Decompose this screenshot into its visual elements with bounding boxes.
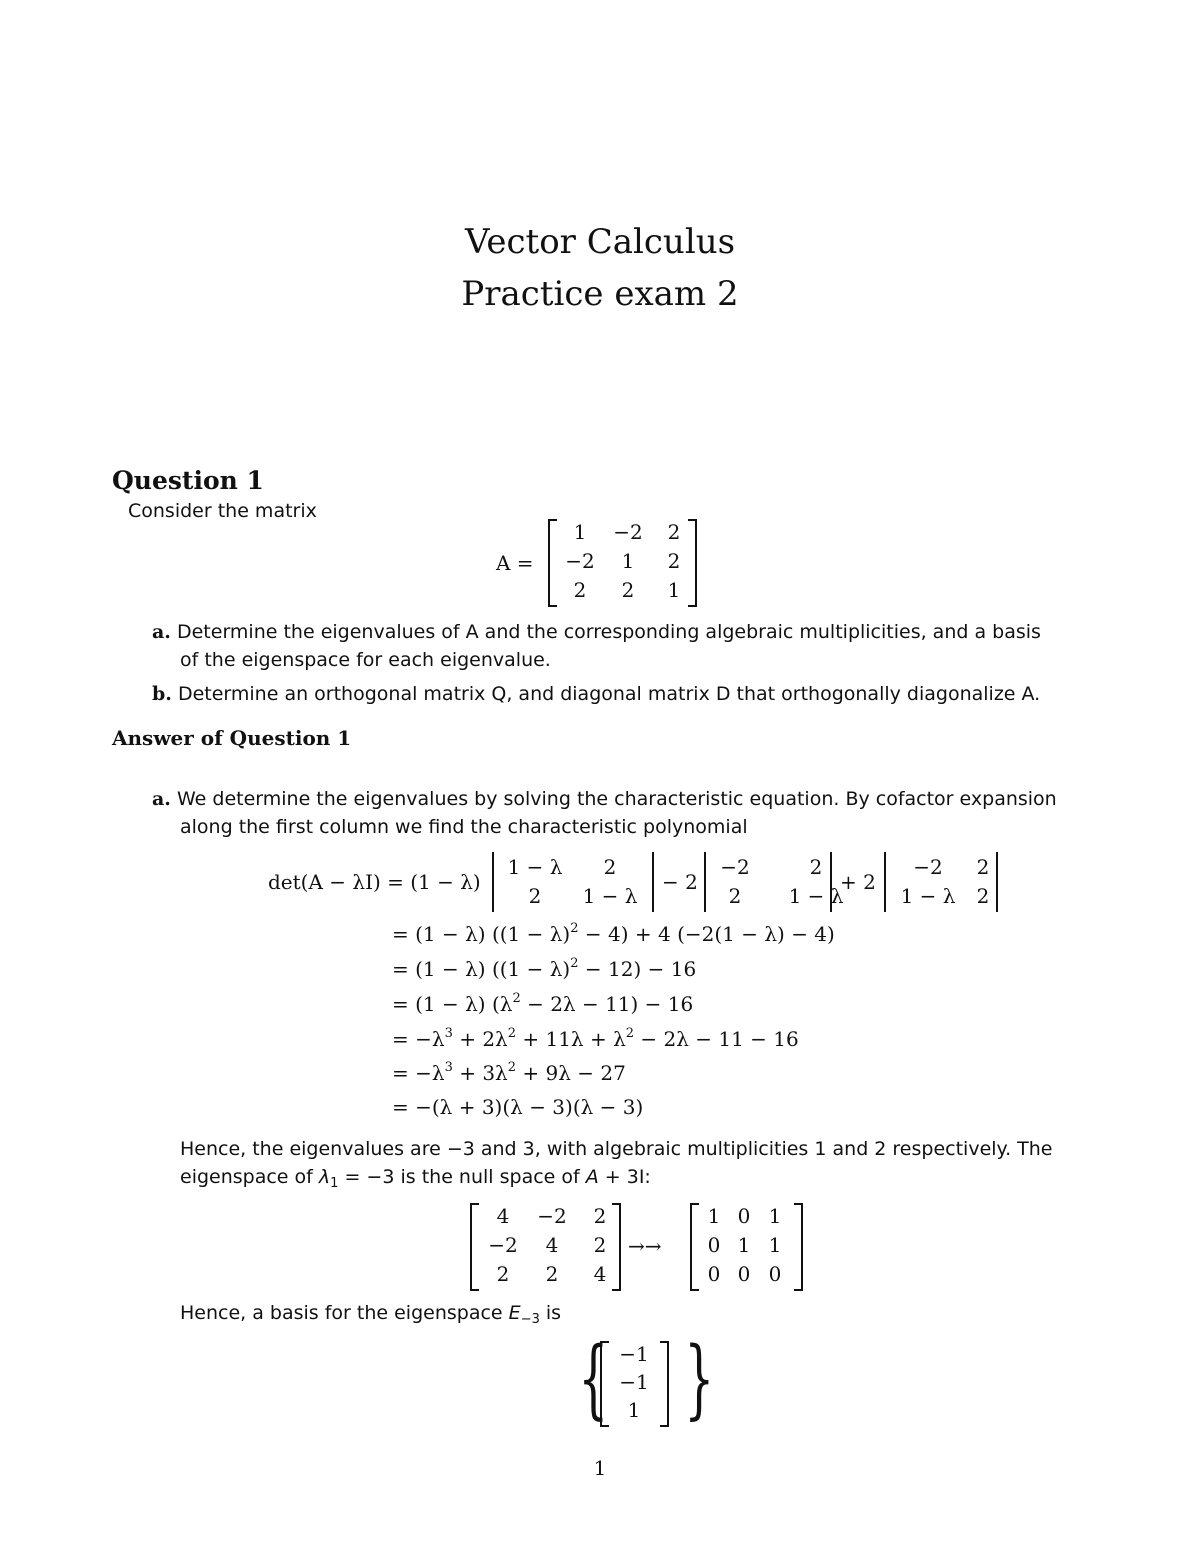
matrix-cell: 1 <box>621 549 635 573</box>
matrix-cell: 1 <box>627 1398 641 1422</box>
matrix-cell: 2 <box>976 855 990 879</box>
basis-vector-right-bracket <box>660 1341 669 1427</box>
row-left-matrix-left-bracket <box>470 1203 479 1291</box>
matrix-label: A = <box>496 551 534 575</box>
matrix-cell: 2 <box>593 1233 607 1257</box>
eq-line-6: = −(λ + 3)(λ − 3)(λ − 3) <box>392 1095 644 1119</box>
matrix-cell: 1 <box>768 1204 782 1228</box>
document-subtitle: Practice exam 2 <box>461 274 739 314</box>
question-heading: Question 1 <box>112 466 264 495</box>
part-a-label: a. <box>152 621 171 643</box>
eq-line-3: = (1 − λ) $(\lambda^2 - 2\lambda - 11) - 16$ <box>392 991 694 1016</box>
det1-left-bar <box>492 852 494 912</box>
document-title: Vector Calculus <box>464 222 736 262</box>
det3-right-bar <box>996 852 998 912</box>
matrix-cell: −2 <box>720 855 750 879</box>
part-a-text-cont: of the eigenspace for each eigenvalue. <box>180 649 551 671</box>
det-op-1: − 2 <box>662 870 698 894</box>
matrix-cell: −2 <box>565 549 595 573</box>
set-close-brace: } <box>684 1329 715 1429</box>
part-b-text: Determine an orthogonal matrix Q, and diagonal matrix D that orthogonally diagonalize A. <box>177 683 1041 705</box>
hence-eigenspace: eigenspace of $\lambda_1 = -3$ is the null space of A + 3I: <box>180 1166 651 1191</box>
matrix-cell: 2 <box>976 884 990 908</box>
det-lhs: det(A − λI) = (1 − λ) <box>268 870 481 894</box>
matrix-cell: 4 <box>545 1233 559 1257</box>
matrix-cell: 1 − λ <box>582 884 638 908</box>
matrix-cell: −2 <box>613 520 643 544</box>
matrix-cell: 2 <box>603 855 617 879</box>
matrix-cell: −2 <box>488 1233 518 1257</box>
page-number: 1 <box>593 1456 607 1480</box>
matrix-cell: 0 <box>737 1262 751 1286</box>
answer-intro: We determine the eigenvalues by solving the characteristic equation. By cofactor expansion <box>176 788 1057 810</box>
matrix-cell: 1 − λ <box>900 884 956 908</box>
matrix-cell: −2 <box>913 855 943 879</box>
matrix-cell: 4 <box>593 1262 607 1286</box>
matrix-cell: 2 <box>593 1204 607 1228</box>
matrix-cell: 4 <box>496 1204 510 1228</box>
matrix-cell: 1 − λ <box>507 855 563 879</box>
answer-heading: Answer of Question 1 <box>112 726 352 750</box>
matrix-cell: 2 <box>809 855 823 879</box>
basis-text: Hence, a basis for the eigenspace $E_{-3}$ is <box>180 1302 562 1327</box>
matrix-cell: 0 <box>737 1204 751 1228</box>
matrix-cell: 0 <box>707 1262 721 1286</box>
matrix-cell: 1 <box>707 1204 721 1228</box>
det-minor-3 <box>890 853 1000 911</box>
matrix-cell: 1 <box>737 1233 751 1257</box>
row-right-matrix <box>700 1202 790 1289</box>
det1-right-bar <box>652 852 654 912</box>
matrix-cell: 2 <box>728 884 742 908</box>
det3-left-bar <box>884 852 886 912</box>
matrix-a <box>558 518 694 605</box>
matrix-cell: 2 <box>667 549 681 573</box>
answer-intro-cont: along the first column we find the characteristic polynomial <box>180 816 748 838</box>
det2-right-bar <box>830 852 832 912</box>
eq-line-1: = (1 − λ) $((1 - \lambda)^2 - 4) + 4$ (−2(1 − λ) − 4) <box>392 921 835 946</box>
eq-line-2: = (1 − λ) $((1 - \lambda)^2 - 12) - 16$ <box>392 956 697 981</box>
det-minor-1 <box>500 853 650 911</box>
basis-vector <box>612 1340 656 1424</box>
matrix-cell: 1 <box>768 1233 782 1257</box>
row-left-matrix <box>480 1202 622 1289</box>
det-op-2: + 2 <box>840 870 876 894</box>
matrix-cell: −1 <box>619 1370 649 1394</box>
matrix-cell: 2 <box>496 1262 510 1286</box>
basis-vector-left-bracket <box>600 1341 609 1427</box>
matrix-cell: 0 <box>768 1262 782 1286</box>
matrix-cell: 1 <box>667 578 681 602</box>
matrix-cell: −1 <box>619 1342 649 1366</box>
row-arrow: →→ <box>628 1234 662 1258</box>
matrix-a-right-bracket <box>688 519 697 607</box>
det2-left-bar <box>704 852 706 912</box>
matrix-cell: 1 <box>573 520 587 544</box>
row-right-matrix-right-bracket <box>794 1203 803 1291</box>
answer-part-a-label: a. <box>152 788 171 810</box>
hence-eigenvalues: Hence, the eigenvalues are −3 and 3, with algebraic multiplicities 1 and 2 respectively. The <box>180 1138 1053 1160</box>
row-right-matrix-left-bracket <box>690 1203 699 1291</box>
matrix-cell: 2 <box>528 884 542 908</box>
eq-line-5: = $-\lambda^3 + 3\lambda^2 + 9\lambda - 27$ <box>392 1060 626 1085</box>
matrix-a-left-bracket <box>548 519 557 607</box>
set-open-brace: { <box>578 1329 609 1429</box>
matrix-cell: 1 − λ <box>788 884 844 908</box>
matrix-cell: 0 <box>707 1233 721 1257</box>
matrix-cell: −2 <box>537 1204 567 1228</box>
matrix-cell: 2 <box>621 578 635 602</box>
matrix-cell: 2 <box>545 1262 559 1286</box>
eq-line-4: = $-\lambda^3 + 2\lambda^2 + 11\lambda + \lambda^2 - 2\lambda - 11 - 16$ <box>392 1026 799 1051</box>
part-a-text: Determine the eigenvalues of A and the corresponding algebraic multiplicities, and a basis <box>176 621 1041 643</box>
part-b-label: b. <box>152 683 172 705</box>
question-intro: Consider the matrix <box>128 500 317 522</box>
matrix-cell: 2 <box>573 578 587 602</box>
matrix-cell: 2 <box>667 520 681 544</box>
row-left-matrix-right-bracket <box>612 1203 621 1291</box>
